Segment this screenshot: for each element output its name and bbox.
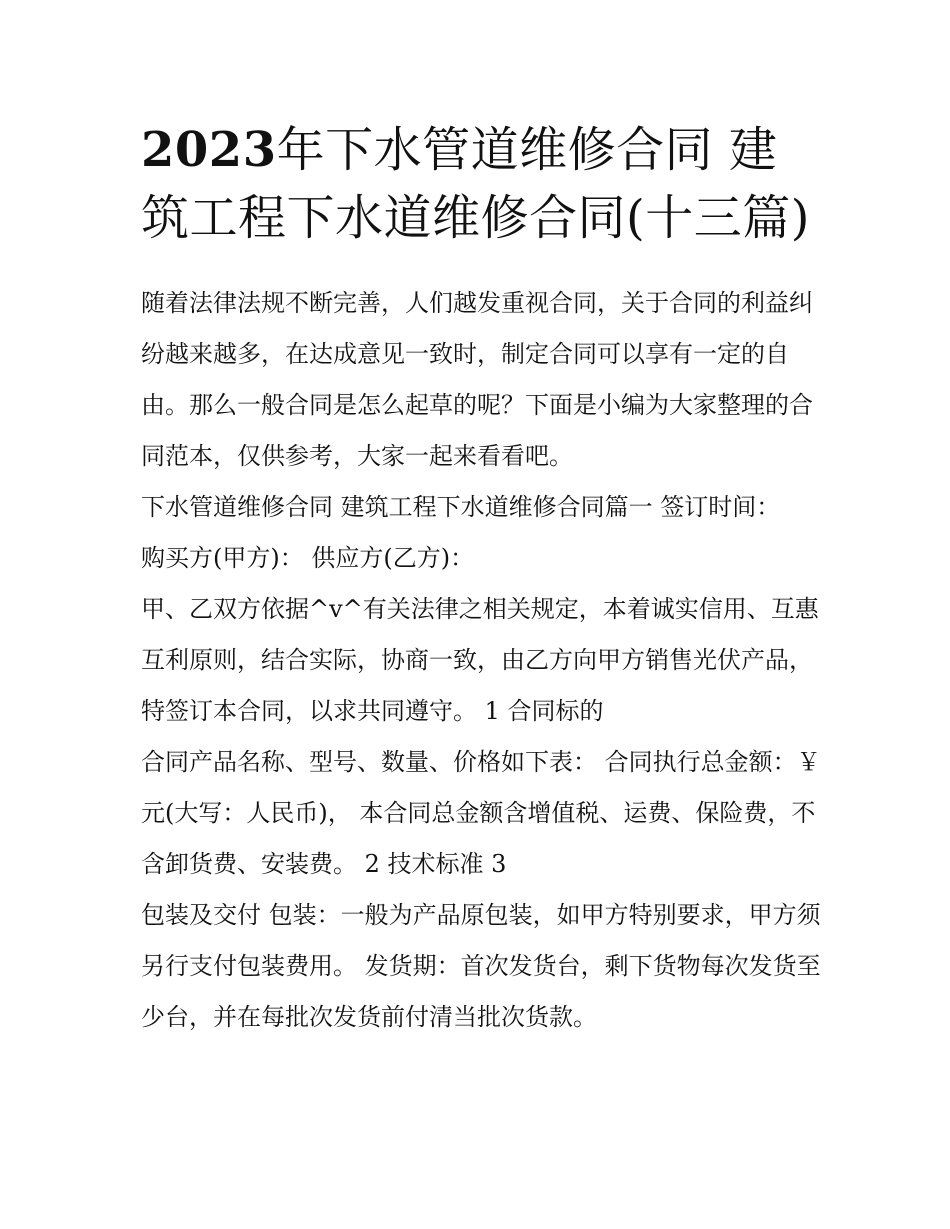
title-year: 2023 — [141, 122, 277, 178]
section-heading: 下水管道维修合同 建筑工程下水道维修合同篇一 签订时间： — [141, 493, 781, 521]
agreement-paragraph: 甲、乙双方依据^v^有关法律之相关规定，本着诚实信用、互惠互利原则，结合实际，协商一致，由乙方向甲方销售光伏产品，特签订本合同，以求共同遵守。 1 合同标的 — [141, 595, 819, 725]
document-page — [141, 116, 821, 1043]
document-title — [141, 116, 821, 252]
parties-line: 购买方(甲方)： 供应方(乙方)： — [141, 544, 475, 572]
packaging-delivery-paragraph: 包装及交付 包装：一般为产品原包装，如甲方特别要求，甲方须另行支付包装费用。 发货期：首次发货台，剩下货物每次发货至少台，并在每批次发货前付清当批次货款。 — [141, 901, 821, 1031]
title-text: 年下水管道维修合同 建筑工程下水道维修合同(十三篇) — [141, 122, 810, 246]
intro-paragraph: 随着法律法规不断完善，人们越发重视合同，关于合同的利益纠纷越来越多，在达成意见一致时，制定合同可以享有一定的自由。那么一般合同是怎么起草的呢？下面是小编为大家整理的合同范本，仅供参考，大家一起来看看吧。 — [141, 289, 813, 470]
document-body — [141, 278, 821, 1043]
contract-amount-paragraph: 合同产品名称、型号、数量、价格如下表： 合同执行总金额：￥ 元(大写：人民币)， 本合同总金额含增值税、运费、保险费，不含卸货费、安装费。 2 技术标准 3 — [141, 748, 821, 878]
